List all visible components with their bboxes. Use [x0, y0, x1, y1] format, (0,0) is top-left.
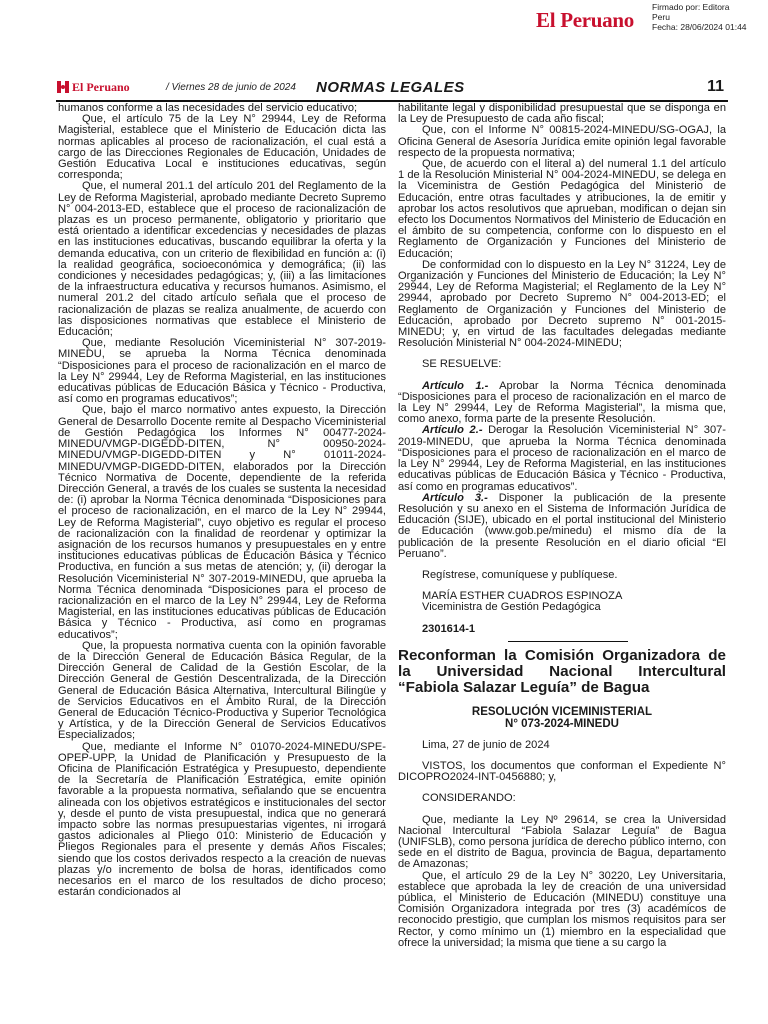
paragraph: Que, mediante la Ley Nº 29614, se crea la Universidad Nacional Intercultural “Fabiola Salazar Leguía” de Bagua (UNIFSLB), como persona jurídica de derecho público interno, con sede en el distrito de Bagua, provincia de Bagua, departamento de Amazonas; [398, 813, 726, 871]
separator [508, 641, 628, 642]
signature-line: Firmado por: Editora [652, 2, 730, 12]
closing-formula: Regístrese, comuníquese y publíquese. [422, 568, 618, 581]
right-column [398, 103, 726, 1023]
article-label: Artículo 1.- [422, 379, 489, 392]
coat-of-arms-icon [56, 80, 70, 94]
publication-code: 2301614-1 [422, 622, 476, 635]
page-header [56, 78, 728, 102]
signer-title: Viceministra de Gestión Pedagógica [422, 601, 601, 614]
place-date: Lima, 27 de junio de 2024 [422, 738, 550, 751]
article-text: Disponer la publicación de la presente Resolución y su anexo en el Sistema de Información Jurídica de Educación (SIJE), ubicado en el portal institucional del Ministerio de Educación (www.gob.pe/minedu) el mismo día de la publicación de la presente Resolución en el diario oficial “El Peruano”. [398, 491, 726, 560]
signature-line: Fecha: 28/06/2024 01:44 [652, 22, 747, 32]
headline: Reconforman la Comisión Organizadora de la Universidad Nacional Intercultural “Fabiola Salazar Leguía” de Bagua [398, 646, 726, 696]
article-3 [398, 493, 726, 560]
paragraph: De conformidad con lo dispuesto en la Ley N° 31224, Ley de Organización y Funciones del Ministerio de Educación; la Ley N° 29944, Ley de Reforma Magisterial; el Reglamento de la Ley N° 29944, aprobado por Decreto Supremo N° 004-2013-ED; el Reglamento de Organización y Funciones del Ministerio de Educación, aprobado por Decreto supremo N° 001-2015-MINEDU; y, en virtud de las facultades delegadas mediante Resolución Ministerial N° 004-2024-MINEDU; [398, 258, 726, 350]
article-text: Derogar la Resolución Viceministerial N° 307-2019-MINEDU, que aprueba la Norma Técnica denominada “Disposiciones para el proceso de racionalización en el marco de la Ley N° 29944, Ley de Reforma Magisterial, en las instituciones educativas públicas de Educación Básica y Técnico - Productiva, así como en programas educativos”. [398, 424, 726, 493]
se-resuelve: SE RESUELVE: [422, 358, 502, 371]
page-number: 11 [707, 78, 724, 95]
left-column [58, 103, 386, 1023]
digital-signature [652, 2, 766, 32]
paragraph: Que, el numeral 201.1 del artículo 201 del Reglamento de la Ley de Reforma Magisterial, aprobado mediante Decreto Supremo N° 004-2013-ED, establece que el proceso de racionalización de plazas es un proceso permanente, obligatorio y prioritario que está orientado a identificar excedencias y necesidades de plazas en las instituciones educativas, buscando equilibrar la oferta y la demanda educativa, con un criterio de flexibilidad en función a: (i) la realidad geográfica, socioeconómica y demográfica; (ii) las condiciones y necesidades pedagógicas; y, (iii) a las limitaciones de la infraestructura educativa y recursos humanos. Asimismo, el numeral 201.2 del citado artículo señala que el proceso de racionalización de plazas se realiza anualmente, de acuerdo con las disposiciones normativas que establece el Ministerio de Educación; [58, 180, 386, 339]
paragraph: Que, el artículo 75 de la Ley N° 29944, Ley de Reforma Magisterial, establece que el Ministerio de Educación dicta las normas aplicables al proceso de racionalización, el cual está a cargo de las Direcciones Regionales de Educación, Unidades de Gestión Educativa Local e instituciones educativas, según corresponda; [58, 113, 386, 182]
article-label: Artículo 2.- [422, 424, 483, 437]
paragraph: Que, la propuesta normativa cuenta con la opinión favorable de la Dirección General de Educación Básica Regular, de la Dirección General de Calidad de la Gestión Escolar, de la Dirección General de Gestión Descentralizada, de la Dirección General de Educación Básica Alternativa, Intercultural Bilingüe y de Servicios Educativos en el Ámbito Rural, de la Dirección General de Educación Técnico-Productiva y Superior Tecnológica y Artística, y de la Dirección General de Servicios Educativos Especializados; [58, 639, 386, 742]
resolution-number: N° 073-2024-MINEDU [505, 717, 619, 730]
vistos: VISTOS, los documentos que conforman el Expediente N° DICOPRO2024-INT-0456880; y, [398, 759, 726, 784]
el-peruano-logo: El Peruano [536, 8, 634, 32]
paragraph: habilitante legal y disponibilidad presupuestal que se disponga en la Ley de Presupuesto de cada año fiscal; [398, 103, 726, 126]
article-label: Artículo 3.- [422, 491, 488, 504]
paragraph: Que, mediante Resolución Viceministerial N° 307-2019-MINEDU, se aprueba la Norma Técnica denominada “Disposiciones para el proceso de racionalización en el marco de la Ley N° 29944, Ley de Reforma Magisterial, en las instituciones educativas públicas de Educación Básica y Técnico - Productiva, así como en programas educativos”; [58, 337, 386, 406]
header-logo-text: El Peruano [72, 80, 130, 94]
resolution-title: RESOLUCIÓN VICEMINISTERIAL [471, 705, 653, 718]
section-title: NORMAS LEGALES [316, 79, 465, 96]
considerando: CONSIDERANDO: [422, 792, 516, 805]
paragraph: humanos conforme a las necesidades del servicio educativo; [58, 103, 358, 114]
paragraph: Que, el artículo 29 de la Ley N° 30220, Ley Universitaria, establece que aprobada la ley de creación de una universidad pública, el Ministerio de Educación (MINEDU) constituye una Comisión Organizadora integrada por tres (3) académicos de reconocido prestigio, que cumplan los mismos requisitos para ser Rector, y como mínimo un (1) miembro en la especialidad que ofrece la universidad; la misma que tiene a su cargo la [398, 869, 726, 949]
article-1 [398, 381, 726, 426]
article-2 [398, 425, 726, 492]
paragraph: Que, bajo el marco normativo antes expuesto, la Dirección General de Desarrollo Docente remite al Despacho Viceministerial de Gestión Pedagógica los Informes N° 00477-2024-MINEDU/VMGP-DIGEDD-DITEN, N° 00950-2024-MINEDU/VMGP-DIGEDD-DITEN y N° 01011-2024-MINEDU/VMGP-DIGEDD-DITEN, elaborados por la Dirección Técnico Normativa de Docente, dependiente de la referida Dirección General, a través de los cuales se sustenta la necesidad de: (i) aprobar la Norma Técnica denominada “Disposiciones para el proceso de racionalización, en el marco de la Ley N° 29944, Ley de Reforma Magisterial”, cuyo objetivo es regular el proceso de racionalización con la finalidad de reordenar y optimizar la asignación de los recursos humanos y presupuestales en y entre instituciones educativas públicas de Educación Básica y Técnico Productiva, en función a sus metas de atención; y, (ii) derogar la Resolución Viceministerial N° 307-2019-MINEDU, que aprueba la Norma Técnica denominada “Disposiciones para el proceso de racionalización en el marco de la Ley N° 29944, Ley de Reforma Magisterial, en las instituciones educativas públicas de Educación Básica y Técnico - Productiva, así como en programas educativos”; [58, 404, 386, 641]
article-text: Aprobar la Norma Técnica denominada “Disposiciones para el proceso de racionalización en el marco de la Ley N° 29944, Ley de Reforma Magisterial”, la misma que, como anexo, forma parte de la presente Resolución. [398, 379, 726, 426]
signer-name: MARÍA ESTHER CUADROS ESPINOZA [422, 590, 623, 603]
paragraph: Que, con el Informe N° 00815-2024-MINEDU/SG-OGAJ, la Oficina General de Asesoría Jurídica emite opinión legal favorable respecto de la propuesta normativa; [398, 124, 726, 159]
header-date: / Viernes 28 de junio de 2024 [166, 82, 296, 93]
paragraph: Que, de acuerdo con el literal a) del numeral 1.1 del artículo 1 de la Resolución Ministerial N° 004-2024-MINEDU, se delega en la Viceministra de Gestión Pedagógica del Ministerio de Educación, entre otras facultades y atribuciones, la de emitir y aprobar los actos resolutivos que aprueban, modifican o dejan sin efecto los Documentos Normativos del Ministerio de Educación en el ámbito de su competencia, conforme con lo dispuesto en el Reglamento de Organización y Funciones del Ministerio de Educación; [398, 158, 726, 260]
paragraph: Que, mediante el Informe N° 01070-2024-MINEDU/SPE-OPEP-UPP, la Unidad de Planificación y Presupuesto de la Oficina de Planificación Estratégica y Presupuesto, dependiente de la Secretaría de Planificación Estratégica, emite opinión favorable a la propuesta normativa, señalando que se encuentra alineada con los objetivos estratégicos e institucionales del sector y, desde el punto de vista presupuestal, indica que no generará impacto sobre las normas presupuestarias vigentes, ni irrogará gastos adicionales al Pliego 010: Ministerio de Educación y Pliegos Regionales para el presente y demás Años Fiscales; siendo que los costos derivados respecto a la creación de nuevas plazas y/o incremento de bolsa de horas, identificados como necesarios en el marco de los resultados de dicho proceso; estarán condicionados al [58, 740, 386, 899]
signature-line: Peru [652, 12, 670, 22]
header-logo [56, 80, 130, 95]
